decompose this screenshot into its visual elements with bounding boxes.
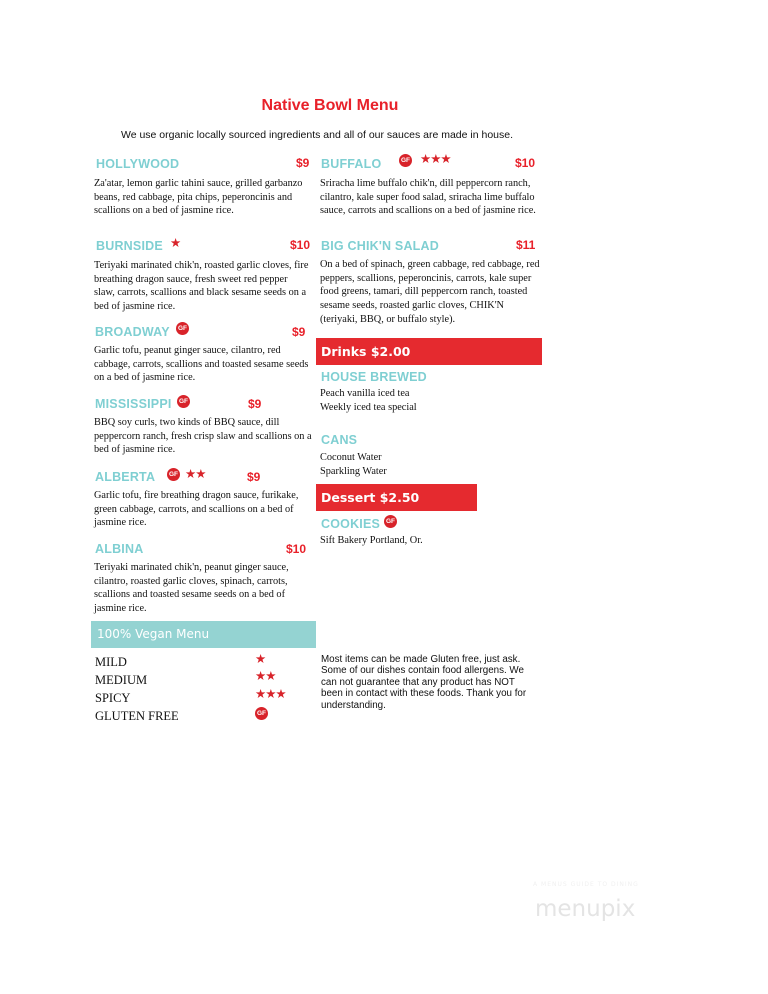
item-price-big-chikn-salad: $11 [516,238,536,252]
legend-medium: MEDIUM [95,673,148,687]
item-name-alberta: ALBERTA [95,470,156,484]
item-price-albina: $10 [286,542,307,556]
item-name-buffalo: BUFFALO [321,157,382,171]
gluten-free-icon: GF [399,154,412,167]
medium-stars-icon: ★★ [255,668,276,683]
menu-subtitle: We use organic locally sourced ingredients and all of our sauces are made in house. [120,129,514,141]
watermark-subtext: A MENUS GUIDE TO DINING [533,881,639,888]
allergen-note: Most items can be made Gluten free, just ask. Some of our dishes contain food allergens. We can not guarantee that any product has NOT been in contact with these foods. Thank you for understanding. [321,654,527,711]
item-desc-hollywood: Za'atar, lemon garlic tahini sauce, grilled garbanzo beans, red cabbage, pita chips, peperoncinis and scallions on a bed of jasmine rice. [94,178,303,217]
item-desc-mississippi: BBQ soy curls, two kinds of BBQ sauce, dill peppercorn ranch, fresh crisp slaw and scallions on a bed of jasmine rice. [94,417,312,456]
drink-item: Coconut Water [320,452,382,463]
item-name-broadway: BROADWAY [95,325,170,339]
item-name-albina: ALBINA [95,542,144,556]
item-name-mississippi: MISSISSIPPI [95,397,172,411]
drinks-banner: Drinks $2.00 [316,338,542,365]
item-name-big-chikn-salad: BIG CHIK'N SALAD [321,239,439,253]
item-price-alberta: $9 [247,470,261,484]
drink-item: Weekly iced tea special [320,402,417,413]
drink-item: Peach vanilla iced tea [320,388,410,399]
menu-title: Native Bowl Menu [261,97,399,114]
item-desc-buffalo: Sriracha lime buffalo chik'n, dill peppercorn ranch, cilantro, kale super food salad, sriracha lime buffalo sauce, carrots and scallions on a bed of jasmine rice. [320,178,536,217]
spicy-stars-icon: ★★★ [420,151,451,166]
vegan-menu-banner: 100% Vegan Menu [91,621,316,648]
cans-title: CANS [321,433,358,447]
legend-spicy: SPICY [95,691,131,705]
gluten-free-icon: GF [255,707,268,720]
item-desc-alberta: Garlic tofu, fire breathing dragon sauce, furikake, green cabbage, carrots, and scallions on a bed of jasmine rice. [94,490,299,529]
item-name-hollywood: HOLLYWOOD [96,157,180,171]
item-price-hollywood: $9 [296,156,310,170]
mild-star-icon: ★ [170,235,181,250]
mild-star-icon: ★ [255,651,266,666]
gluten-free-icon: GF [176,322,189,335]
legend-gluten-free: GLUTEN FREE [95,709,179,723]
item-desc-broadway: Garlic tofu, peanut ginger sauce, cilantro, red cabbage, carrots, scallions and toasted sesame seeds on a bed of jasmine rice. [94,345,309,384]
item-desc-big-chikn-salad: On a bed of spinach, green cabbage, red cabbage, red peppers, scallions, peperoncinis, carrots, kale super food greens, tamari, dill peppercorn ranch, toasted sesame seeds, roasted garlic cloves, CHIK'N (teriyaki, BBQ, or buffalo style). [320,259,540,325]
item-desc-burnside: Teriyaki marinated chik'n, roasted garlic cloves, fire breathing dragon sauce, fresh sweet red pepper slaw, carrots, scallions and black sesame seeds on a bed of jasmine rice. [94,260,309,313]
cookies-title: COOKIES [321,517,381,531]
cookies-desc: Sift Bakery Portland, Or. [320,535,423,546]
gluten-free-icon: GF [384,515,397,528]
item-price-broadway: $9 [292,325,306,339]
menupix-watermark: menupix [535,896,636,922]
item-desc-albina: Teriyaki marinated chik'n, peanut ginger sauce, cilantro, roasted garlic cloves, spinach, carrots, scallions and toasted sesame seeds on a bed of jasmine rice. [94,562,289,615]
item-price-buffalo: $10 [515,156,536,170]
legend-mild: MILD [95,655,127,669]
gluten-free-icon: GF [177,395,190,408]
spicy-stars-icon: ★★★ [255,686,286,701]
gluten-free-icon: GF [167,468,180,481]
item-price-mississippi: $9 [248,397,262,411]
medium-stars-icon: ★★ [185,466,206,481]
house-brewed-title: HOUSE BREWED [321,370,427,384]
dessert-banner: Dessert $2.50 [316,484,477,511]
item-name-burnside: BURNSIDE [96,239,163,253]
item-price-burnside: $10 [290,238,311,252]
drink-item: Sparkling Water [320,466,387,477]
